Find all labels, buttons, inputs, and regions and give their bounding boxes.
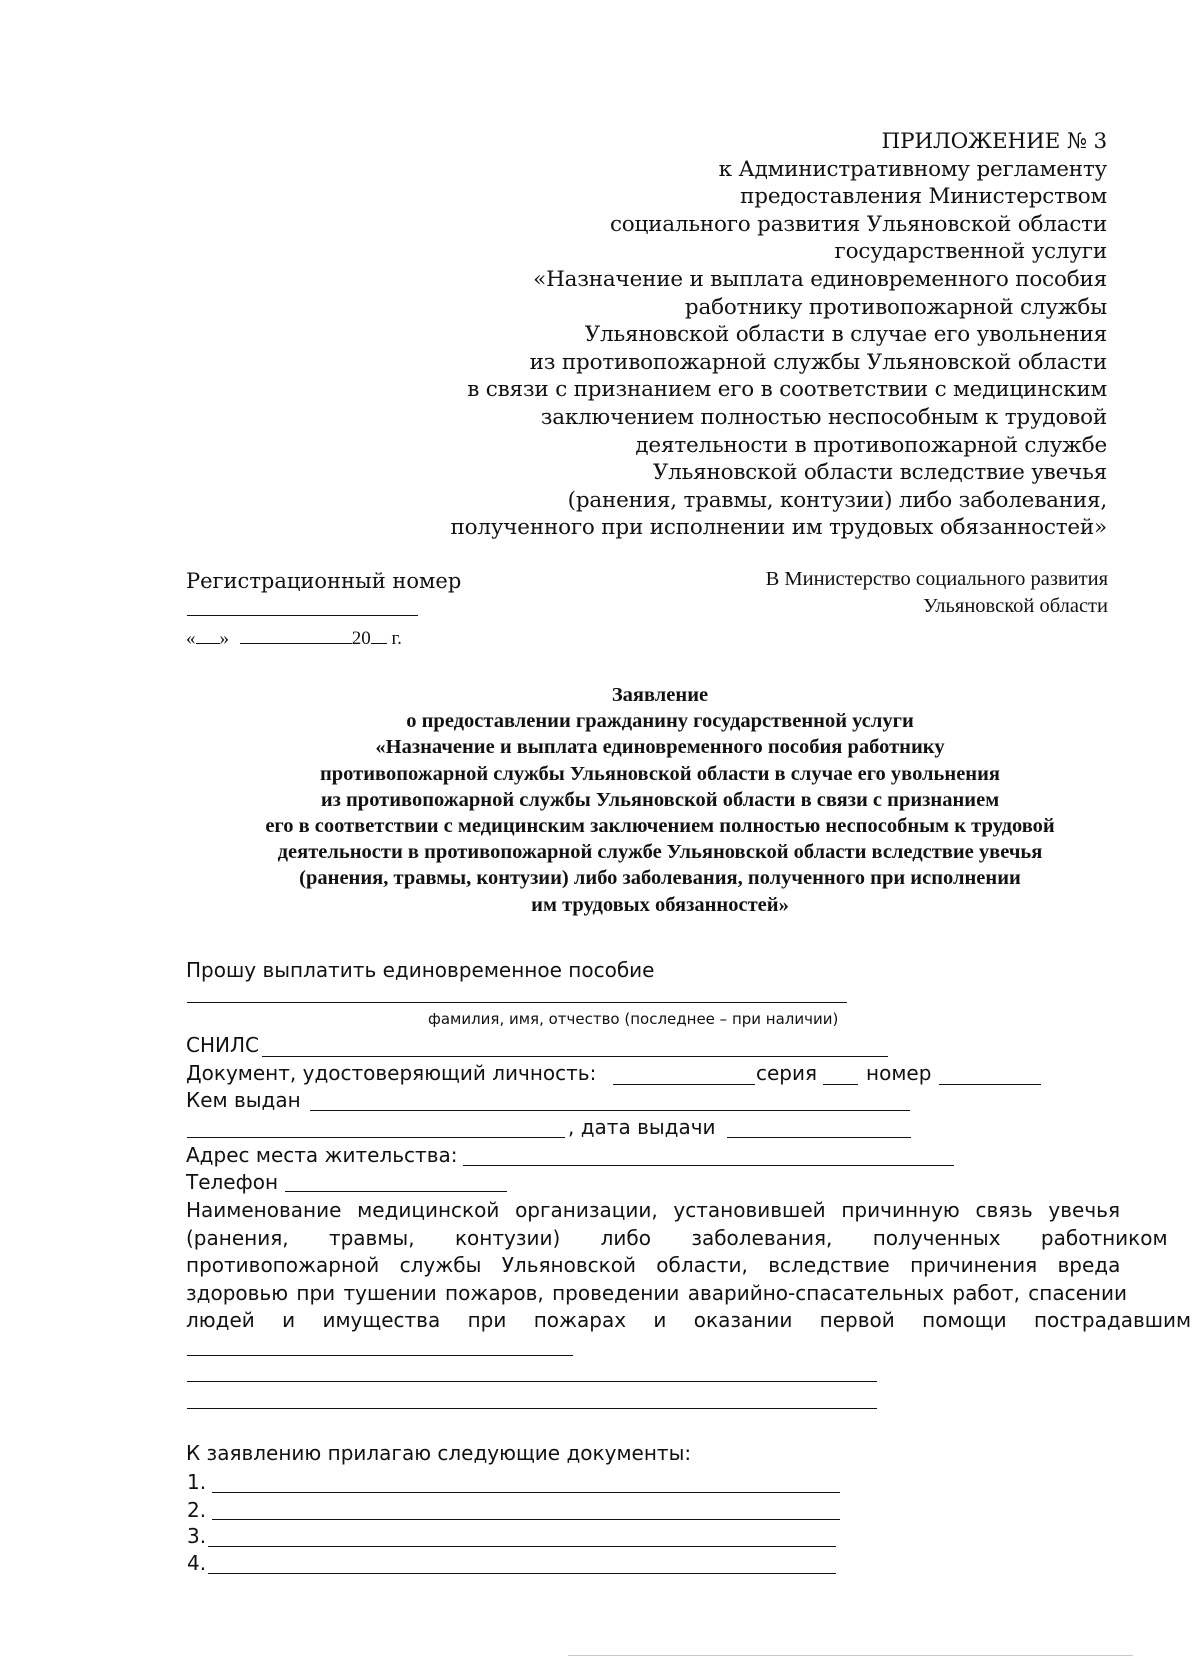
paragraph-line: противопожарной службы Ульяновской области, вследствие причинения вреда [186,1253,1121,1278]
appendix-line: заключением полностью неспособным к трудовой [540,404,1107,430]
day-field[interactable] [196,627,220,644]
attachment-number: 1. [187,1470,207,1494]
paragraph-line: здоровью при тушении пожаров, проведении аварийно-спасательных работ, спасении [186,1280,1128,1305]
series-field[interactable] [823,1084,858,1085]
attachment-field-1[interactable] [212,1492,840,1493]
title-line: его в соответствии с медицинским заключением полностью неспособным к трудовой [265,815,1055,838]
paragraph-line: (ранения, травмы, контузии) либо заболевания, полученных работником [186,1225,1168,1250]
appendix-line: Ульяновской области вследствие увечья [652,460,1107,486]
issued-by-field-continued[interactable] [187,1137,565,1138]
address-label: Адрес места жительства: [186,1143,458,1167]
title-line: из противопожарной службы Ульяновской области в связи с признанием [320,788,1000,811]
address-field[interactable] [463,1165,954,1166]
number-label: номер [866,1061,932,1085]
date-open-quote: « [186,628,196,649]
registration-label: Регистрационный номер [186,569,462,593]
title-line: противопожарной службы Ульяновской области в случае его увольнения [319,762,1001,785]
title-line: Заявление [611,684,709,706]
appendix-line: ПРИЛОЖЕНИЕ № 3 [881,129,1107,154]
title-line: деятельности в противопожарной службе Ульяновской области вследствие увечья [277,841,1043,864]
appendix-line: предоставления Министерством [740,184,1107,210]
attachment-number: 3. [187,1524,207,1548]
appendix-line: (ранения, травмы, контузии) либо заболевания, [567,487,1107,513]
registration-date [186,627,402,650]
appendix-header [451,128,1108,542]
appendix-line: работнику противопожарной службы [684,294,1107,320]
issued-by-label: Кем выдан [186,1088,301,1112]
appendix-line: государственной услуги [834,239,1107,265]
attachments-label: К заявлению прилагаю следующие документы: [186,1441,692,1465]
appendix-line: деятельности в противопожарной службе [635,432,1107,458]
appendix-line: Ульяновской области в случае его увольнения [584,322,1107,348]
fio-field[interactable] [187,1002,847,1003]
medical-org-paragraph [186,1197,1192,1335]
snils-field[interactable] [262,1056,888,1057]
issue-date-label: , дата выдачи [568,1115,716,1139]
appendix-line: «Назначение и выплата единовременного пособия [533,266,1107,292]
appendix-line: к Административному регламенту [718,156,1107,182]
medical-org-field[interactable] [187,1355,573,1356]
recipient-line: Ульяновской области [923,595,1108,617]
attachment-number: 2. [187,1498,207,1522]
phone-field[interactable] [285,1191,507,1192]
scan-artifact-line [568,1655,1133,1656]
month-field[interactable] [240,627,352,644]
medical-org-field-line-3[interactable] [187,1408,877,1409]
appendix-line: в связи с признанием его в соответствии с медицинским [467,377,1107,403]
title-line: (ранения, травмы, контузии) либо заболевания, полученного при исполнении [299,867,1021,890]
snils-label: СНИЛС [186,1033,259,1057]
series-label: серия [756,1061,818,1085]
appendix-line: социального развития Ульяновской области [609,211,1107,237]
appendix-line: полученного при исполнении им трудовых обязанностей» [450,515,1107,541]
year-suffix: г. [391,628,402,649]
fio-caption: фамилия, имя, отчество (последнее – при наличии) [428,1010,839,1028]
attachment-field-2[interactable] [212,1519,840,1520]
recipient-block [766,566,1108,620]
application-title [0,682,1200,918]
title-line: «Назначение и выплата единовременного пособия работнику [375,736,945,759]
registration-number-field[interactable] [187,615,418,616]
paragraph-line: Наименование медицинской организации, установившей причинную связь увечья [186,1198,1120,1222]
recipient-line: В Министерство социального развития [765,568,1108,590]
title-line: о предоставлении гражданину государственной услуги [406,710,914,733]
issue-date-field[interactable] [727,1137,911,1138]
issued-by-field[interactable] [310,1110,910,1111]
date-close-quote: » [219,628,229,649]
attachment-field-4[interactable] [208,1573,836,1574]
id-doc-label: Документ, удостоверяющий личность: [186,1061,597,1085]
number-field[interactable] [939,1084,1041,1085]
medical-org-field-line-2[interactable] [187,1381,877,1382]
request-text: Прошу выплатить единовременное пособие [186,958,655,982]
attachment-field-3[interactable] [208,1546,836,1547]
phone-label: Телефон [186,1170,279,1194]
appendix-line: из противопожарной службы Ульяновской области [529,349,1107,375]
year-field[interactable] [371,627,387,644]
title-line: им трудовых обязанностей» [531,893,789,916]
id-doc-field[interactable] [613,1084,755,1085]
attachment-number: 4. [187,1551,207,1575]
paragraph-line: людей и имущества при пожарах и оказании первой помощи пострадавшим [186,1308,1192,1333]
year-prefix: 20 [351,628,371,649]
